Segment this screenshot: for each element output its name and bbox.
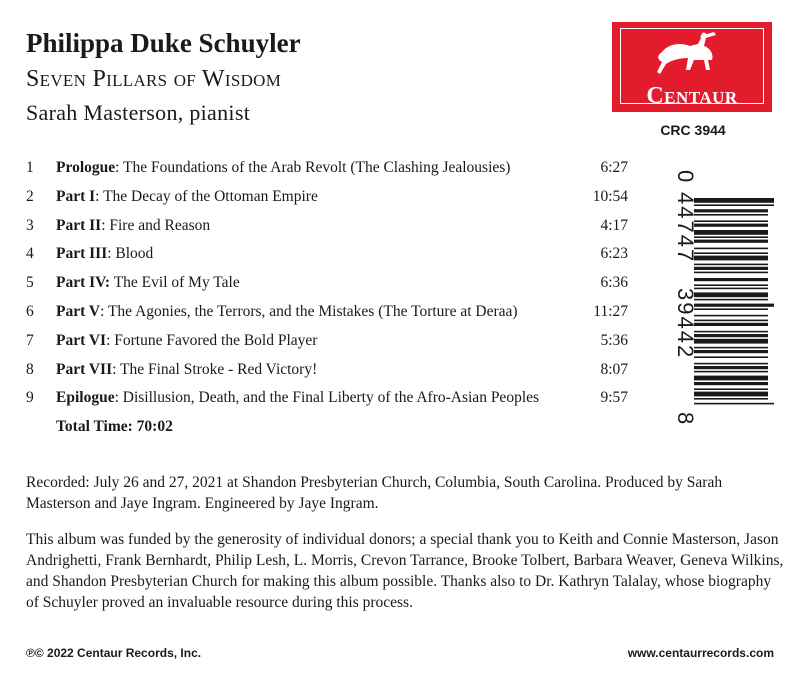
barcode-bar bbox=[694, 272, 768, 274]
track-title bbox=[56, 388, 539, 408]
track-number: 1 bbox=[26, 159, 34, 176]
barcode-bar bbox=[694, 331, 768, 333]
catalog-number: CRC 3944 bbox=[660, 122, 726, 138]
barcode-bar bbox=[694, 299, 768, 301]
recording-credits: Recorded: July 26 and 27, 2021 at Shandon Presbyterian Church, Columbia, South Carolina. Produced by Sarah Masterson and Jaye Ingram. Engineered by Jaye Ingram. bbox=[26, 474, 723, 512]
barcode-bar bbox=[694, 209, 768, 212]
track-row bbox=[26, 244, 636, 273]
barcode-bar bbox=[694, 252, 768, 254]
track-subtitle: : The Agonies, the Terrors, and the Mistakes (The Torture at Deraa) bbox=[100, 302, 518, 320]
barcode-bar bbox=[694, 292, 768, 297]
barcode-bar bbox=[694, 278, 768, 281]
track-title bbox=[56, 158, 510, 178]
track-list bbox=[26, 158, 636, 417]
barcode-bar bbox=[694, 339, 768, 344]
track-number: 4 bbox=[26, 245, 34, 263]
barcode-bar bbox=[694, 363, 768, 365]
track-part: Prologue bbox=[56, 159, 116, 176]
track-row bbox=[26, 331, 636, 360]
track-row bbox=[26, 158, 636, 187]
funding-acknowledgement: This album was funded by the generosity of individual donors; a special thank you to Keith and Connie Masterson, Jason Andrighetti, Frank Bernhardt, Philip Lesh, L. Morris, Crevon Tarrance, Brooke Tolbert, Barbara Weaver, Geneva Wilkins, and Shandon Presbyterian Church for making this album possible. Thanks also to Dr. Kathryn Talalay, whose biography of Schuyler proved an invaluable resource during this process. bbox=[26, 531, 784, 611]
track-title bbox=[56, 360, 317, 380]
track-part: Part I bbox=[56, 187, 96, 205]
barcode-digits-group1: 44747 bbox=[673, 192, 698, 264]
liner-notes bbox=[26, 472, 786, 628]
track-row bbox=[26, 360, 636, 389]
performer-credit: Sarah Masterson, pianist bbox=[26, 100, 251, 125]
barcode-bar bbox=[694, 304, 774, 307]
barcode-bar bbox=[694, 214, 768, 216]
track-subtitle: : The Decay of the Ottoman Empire bbox=[95, 187, 318, 205]
track-subtitle: : Fortune Favored the Bold Player bbox=[106, 331, 318, 349]
barcode-bar bbox=[694, 248, 768, 250]
track-part: Part IV: bbox=[56, 274, 111, 292]
track-duration: 9:57 bbox=[600, 389, 628, 407]
barcode-bar bbox=[694, 376, 768, 381]
centaur-figure-icon bbox=[654, 30, 730, 76]
barcode-bar bbox=[694, 392, 768, 397]
barcode-bar bbox=[694, 398, 768, 400]
barcode-bar bbox=[694, 356, 768, 358]
barcode-bar bbox=[694, 347, 768, 349]
track-number: 8 bbox=[26, 360, 34, 378]
track-title bbox=[56, 244, 153, 264]
barcode-bar bbox=[694, 284, 768, 286]
barcode-digit-top: 0 bbox=[673, 170, 698, 183]
track-number: 9 bbox=[26, 389, 34, 407]
barcode-bar bbox=[694, 288, 768, 290]
track-number: 6 bbox=[26, 302, 34, 320]
barcode-bar bbox=[694, 320, 768, 322]
barcode-bar bbox=[694, 403, 774, 405]
track-duration: 4:17 bbox=[600, 216, 628, 234]
track-part: Epilogue bbox=[56, 389, 115, 407]
track-duration: 8:07 bbox=[600, 360, 628, 378]
barcode-bar bbox=[694, 388, 768, 390]
track-duration: 6:36 bbox=[600, 274, 628, 292]
website-link[interactable]: www.centaurrecords.com bbox=[627, 646, 774, 660]
barcode-bar bbox=[694, 350, 768, 353]
track-title bbox=[56, 273, 240, 293]
track-duration: 6:27 bbox=[600, 159, 628, 176]
barcode-digit-bottom: 8 bbox=[673, 412, 698, 425]
track-title bbox=[56, 187, 318, 207]
header bbox=[26, 26, 301, 128]
track-part: Part VII bbox=[56, 360, 113, 378]
barcode-bar bbox=[694, 382, 768, 385]
barcode-bar bbox=[694, 256, 768, 261]
barcode-bar bbox=[694, 308, 768, 310]
barcode-bar bbox=[694, 264, 768, 266]
barcode-bar bbox=[694, 371, 768, 373]
barcode-bar bbox=[694, 315, 768, 317]
barcode bbox=[668, 172, 778, 436]
barcode-bar bbox=[694, 240, 768, 243]
barcode-bar bbox=[694, 323, 768, 326]
total-time: Total Time: 70:02 bbox=[56, 418, 173, 435]
track-number: 5 bbox=[26, 274, 34, 292]
barcode-bar bbox=[694, 267, 768, 270]
track-title bbox=[56, 216, 210, 236]
track-duration: 5:36 bbox=[600, 331, 628, 349]
barcode-bar bbox=[694, 230, 768, 235]
track-row bbox=[26, 187, 636, 216]
track-title bbox=[56, 331, 317, 351]
track-row bbox=[26, 302, 636, 331]
track-row bbox=[26, 216, 636, 245]
track-subtitle: : The Final Stroke - Red Victory! bbox=[112, 360, 318, 378]
barcode-bar bbox=[694, 220, 768, 222]
track-subtitle: : Disillusion, Death, and the Final Liberty of the Afro-Asian Peoples bbox=[114, 389, 540, 407]
album-title: Seven Pillars of Wisdom bbox=[26, 66, 282, 92]
track-number: 3 bbox=[26, 216, 34, 234]
barcode-digits-group2: 39442 bbox=[673, 288, 698, 360]
barcode-bar bbox=[694, 366, 768, 369]
copyright: ℗© 2022 Centaur Records, Inc. bbox=[26, 646, 202, 660]
track-part: Part V bbox=[56, 302, 101, 320]
track-number: 2 bbox=[26, 187, 34, 205]
track-part: Part II bbox=[56, 216, 102, 234]
track-duration: 6:23 bbox=[600, 245, 628, 263]
track-subtitle: : The Foundations of the Arab Revolt (The Clashing Jealousies) bbox=[115, 159, 511, 176]
track-title bbox=[56, 302, 518, 322]
track-row bbox=[26, 388, 636, 417]
track-subtitle: : Fire and Reason bbox=[101, 216, 211, 234]
barcode-bar bbox=[694, 334, 768, 337]
track-subtitle: : Blood bbox=[107, 245, 154, 263]
track-row bbox=[26, 273, 636, 302]
barcode-bar bbox=[694, 224, 768, 227]
track-duration: 11:27 bbox=[593, 302, 628, 320]
centaur-logo bbox=[612, 22, 772, 112]
logo-wordmark: Centaur bbox=[646, 83, 738, 109]
composer-name: Philippa Duke Schuyler bbox=[26, 28, 301, 58]
track-duration: 10:54 bbox=[592, 187, 628, 205]
track-part: Part VI bbox=[56, 331, 107, 349]
track-subtitle: The Evil of My Tale bbox=[110, 274, 240, 292]
barcode-bar bbox=[694, 236, 768, 238]
track-part: Part III bbox=[56, 245, 108, 263]
track-number: 7 bbox=[26, 331, 34, 349]
barcode-bar bbox=[694, 198, 774, 203]
barcode-bar bbox=[694, 204, 774, 206]
